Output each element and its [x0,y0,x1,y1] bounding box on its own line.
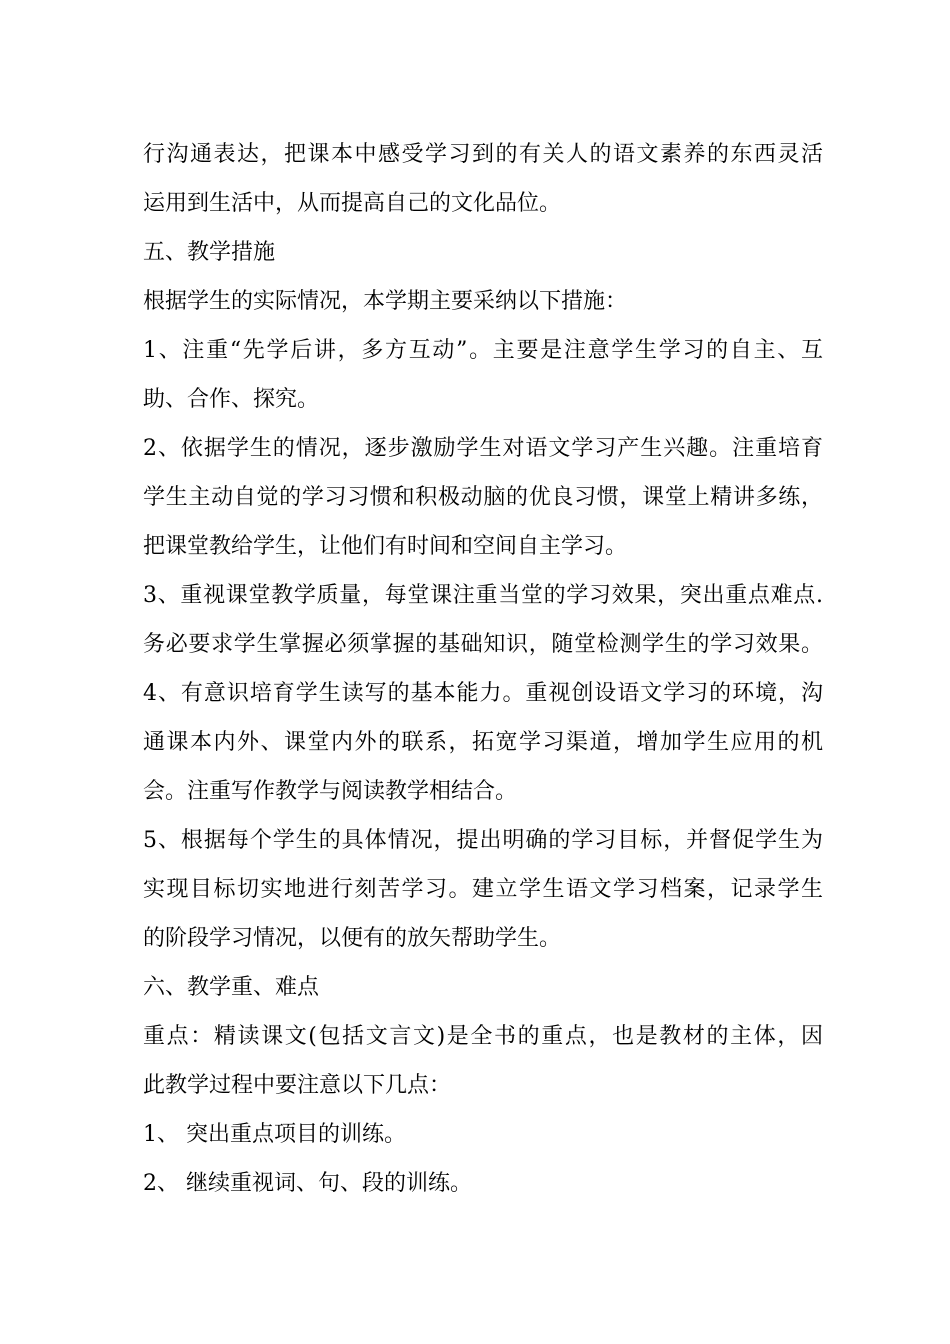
text-line: 会。注重写作教学与阅读教学相结合。 [143,779,518,804]
text-line: 务必要求学生掌握必须掌握的基础知识，随堂检测学生的学习效果。 [143,632,823,657]
text-line: 通课本内外、课堂内外的联系，拓宽学习渠道，增加学生应用的机 [143,730,823,755]
text-line: 学生主动自觉的学习习惯和积极动脑的优良习惯，课堂上精讲多练， [143,485,823,510]
text-line: 根据学生的实际情况，本学期主要采纳以下措施： [143,289,628,314]
list-item-line: 2、 继续重视词、句、段的训练。 [143,1171,472,1196]
list-item-line: 1、 突出重点项目的训练。 [143,1122,406,1147]
text-line: 此教学过程中要注意以下几点： [143,1073,452,1098]
text-line: 的阶段学习情况，以便有的放矢帮助学生。 [143,926,562,951]
text-line: 把课堂教给学生，让他们有时间和空间自主学习。 [143,534,628,559]
list-item-line: 1、注重“先学后讲，多方互动”。主要是注意学生学习的自主、互 [143,338,823,363]
document-body [143,130,823,1208]
list-item-line: 3、重视课堂教学质量，每堂课注重当堂的学习效果，突出重点难点. [143,583,823,608]
text-line: 重点：精读课文(包括文言文)是全书的重点，也是教材的主体，因 [143,1024,823,1049]
text-line: 行沟通表达，把课本中感受学习到的有关人的语文素养的东西灵活 [143,142,823,167]
section-heading: 五、教学措施 [143,240,276,265]
list-item-line: 4、有意识培育学生读写的基本能力。重视创设语文学习的环境，沟 [143,681,823,706]
list-item-line: 2、依据学生的情况，逐步激励学生对语文学习产生兴趣。注重培育 [143,436,823,461]
text-line: 实现目标切实地进行刻苦学习。建立学生语文学习档案，记录学生 [143,877,823,902]
text-line: 运用到生活中，从而提高自己的文化品位。 [143,191,562,216]
list-item-line: 5、根据每个学生的具体情况，提出明确的学习目标，并督促学生为 [143,828,823,853]
section-heading: 六、教学重、难点 [143,975,320,1000]
text-line: 助、合作、探究。 [143,387,320,412]
